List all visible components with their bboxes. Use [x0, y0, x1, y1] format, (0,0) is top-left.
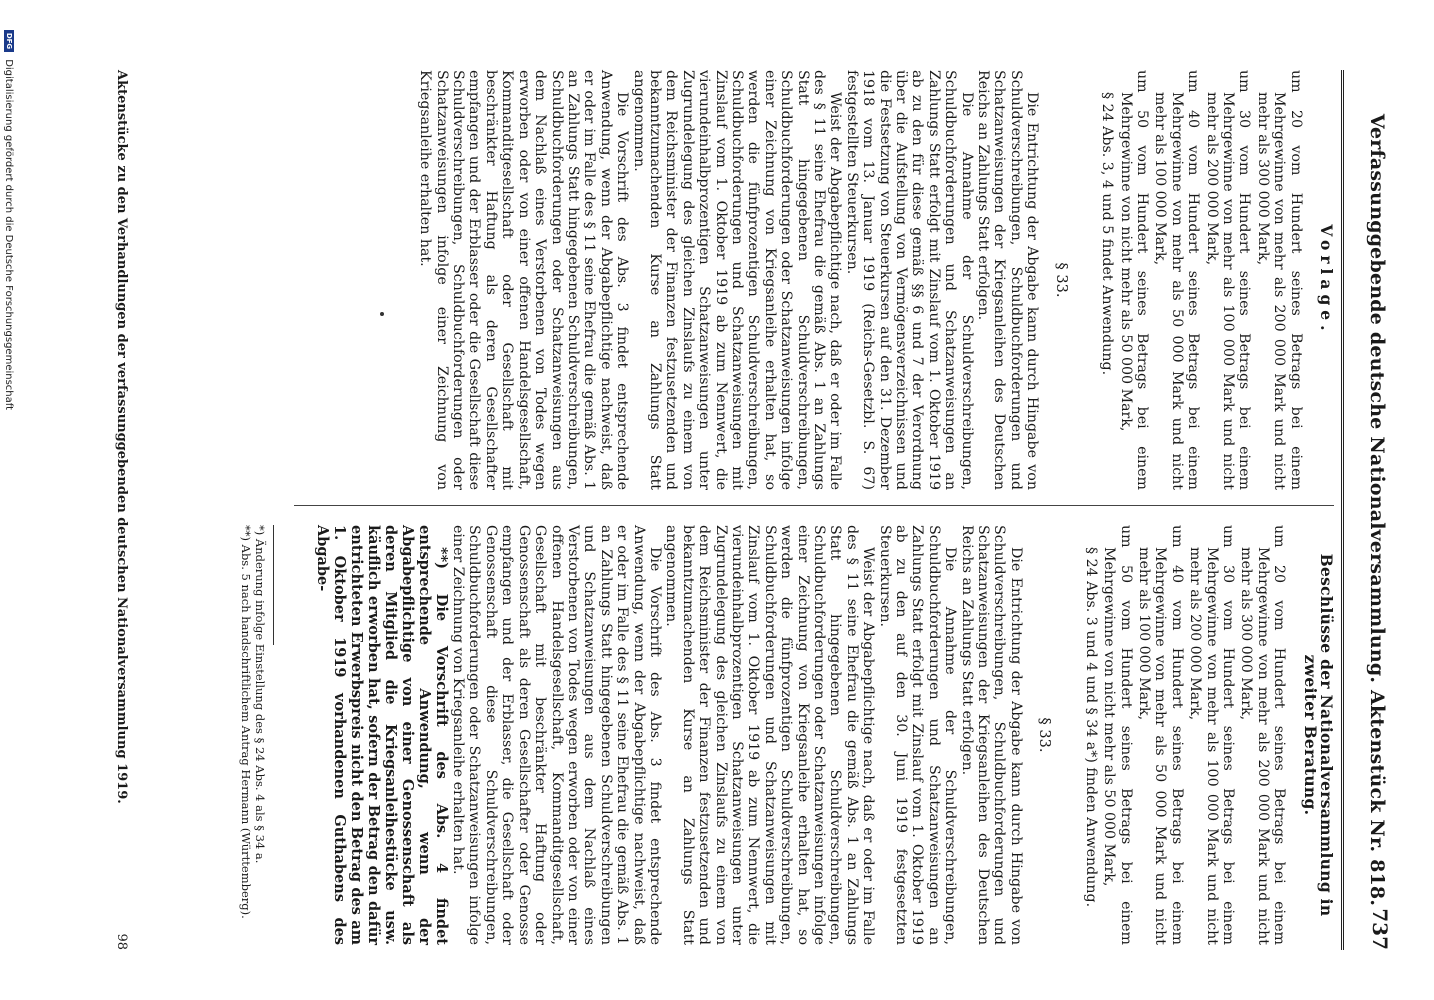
right-paragraph: Die Entrichtung der Abgabe kann durch Hingabe von Schuldverschreibungen, Schuldbuchforderungen und Schatzanweisungen der Kriegsanleihen des Deutschen Reichs an Zahlungs Statt erfolgen.: [958, 525, 1024, 945]
left-item: um 40 vom Hundert seines Betrags bei einem Mehrgewinne von mehr als 50 000 Mark und nicht mehr als 100 000 Mark,: [1152, 70, 1202, 490]
footnote: *) Änderung infolge Einstellung des § 24 Abs. 4 als § 34 a.: [253, 525, 267, 864]
left-column-vorlage: [407, 70, 1334, 490]
footer-text: Aktenstücke zu den Verhandlungen der verfassunggebenden deutschen Nationalversammlung 1919.: [114, 70, 129, 804]
right-paragraph: Die Annahme der Schuldverschreibungen, Schuldbuchforderungen und Schatzanweisungen an Zahlungs Statt erfolgt mit Zinslauf vom 1. Oktober 1919 ab zu den auf den 30. Juni 1919 festgesetzten Steuerkursen.: [876, 525, 959, 945]
left-rule-text: § 24 Abs. 3, 4 und 5 findet Anwendung.: [1099, 92, 1116, 376]
left-paragraph: Weist der Abgabepflichtige nach, daß er oder im Falle des § 11 seine Ehefrau die gemäß Abs. 1 an Zahlungs Statt hingegebenen Schuldverschreibungen, Schuldbuchforderungen oder Schatzanweisungen infolge einer Zeichnung von Kriegsanleihe erhalten hat, so werden die fünfprozentigen Schuldverschreibungen, Schuldbuchforderungen und Schatzanweisungen mit Zinslauf vom 1. Oktober 1919 ab zum Nennwert, die vierundeinhalbprozentigen Schatzanweisungen unter Zugrundelegung des gleichen Zinslaufs zu einem von dem Reichsminister der Finanzen festzusetzenden und bekanntzumachenden Kurse an Zahlungs Statt angenommen.: [630, 70, 844, 490]
scan-speck: [380, 312, 384, 316]
right-item: um 30 vom Hundert seines Betrags bei einem Mehrgewinne von mehr als 100 000 Mark und nicht mehr als 200 000 Mark,: [1187, 525, 1236, 945]
footer-page-number: 98: [114, 933, 129, 950]
page-title: Verfassunggebende deutsche Nationalversammlung. Aktenstück Nr. 818.: [1366, 113, 1388, 907]
right-column-beschluesse: [314, 525, 1334, 945]
left-item: um 20 vom Hundert seines Betrags bei einem Mehrgewinne von mehr als 200 000 Mark und nicht mehr als 300 000 Mark,: [1254, 70, 1304, 490]
footnote: **) Abs. 5 nach handschriftlichem Antrag Hermann (Württemberg).: [239, 525, 253, 919]
right-bold-paragraph: **) Die Vorschrift des Abs. 4 findet entsprechende Anwendung, wenn der Abgabepflichtige von einer Genossenschaft als deren Mitglied die Kriegsanleihestücke usw. käuflich erworben hat, sofern der Betrag den dafür entrichteten Erwerbspreis nicht den Betrag des am 1. Oktober 1919 vorhandenen Guthabens des Abgabe-: [313, 525, 450, 945]
right-item: um 40 vom Hundert seines Betrags bei einem Mehrgewinne von mehr als 50 000 Mark und nicht mehr als 100 000 Mark,: [1135, 525, 1185, 945]
left-section-heading: § 33.: [1052, 262, 1069, 298]
page-number: 737: [1368, 908, 1392, 950]
column-divider: [294, 505, 1334, 506]
right-rule-text: § 24 Abs. 3 und 4 und § 34 a*) finden Anwendung.: [1082, 547, 1099, 908]
right-item: um 50 vom Hundert seines Betrags bei einem Mehrgewinne von nicht mehr als 50 000 Mark,: [1101, 525, 1134, 945]
page-header: [1341, 70, 1394, 950]
left-item: um 30 vom Hundert seines Betrags bei einem Mehrgewinne von mehr als 100 000 Mark und nicht mehr als 200 000 Mark,: [1203, 70, 1253, 490]
right-item: um 20 vom Hundert seines Betrags bei einem Mehrgewinne von mehr als 200 000 Mark und nicht mehr als 300 000 Mark,: [1238, 525, 1288, 945]
left-paragraph: Die Annahme der Schuldverschreibungen, Schuldbuchforderungen und Schatzanweisungen an Zahlungs Statt erfolgt mit Zinslauf vom 1. Oktober 1919 ab zu den für diese gemäß §§ 6 und 7 der Verordnung über die Aufstellung von Vermögensverzeichnissen und die Festsetzung von Steuerkursen auf den 31. Dezember 1918 vom 13. Januar 1919 (Reichs-Gesetzbl. S. 67) festgestellten Steuerkursen.: [843, 70, 975, 490]
left-paragraph: Die Entrichtung der Abgabe kann durch Hingabe von Schuldverschreibungen, Schuldbuchforderungen und Schatzanweisungen der Kriegsanleihen des Deutschen Reichs an Zahlungs Statt erfolgen.: [975, 70, 1041, 490]
right-paragraph: Die Vorschrift des Abs. 3 findet entsprechende Anwendung, wenn der Abgabepflichtige nachweist, daß er oder im Falle des § 11 seine Ehefrau die gemäß Abs. 1 an Zahlungs Statt hingegebenen Schuldverschreibungen und Schatzanweisungen aus dem Nachlaß eines Verstorbenen von Todes wegen erworben oder von einer offenen Handelsgesellschaft, Kommanditgesellschaft, Gesellschaft mit beschränkter Haftung oder Genossenschaft als deren Gesellschafter oder Genosse empfangen und der Erblasser, die Gesellschaft oder Genossenschaft diese Schuldverschreibungen, Schuldbuchforderungen oder Schatzanweisungen infolge einer Zeichnung von Kriegsanleihe erhalten hat.: [450, 525, 663, 945]
left-item: um 50 vom Hundert seines Betrags bei einem Mehrgewinne von nicht mehr als 50 000 Mark,: [1117, 70, 1150, 490]
credit-text: Digitalisierung gefördert durch die Deutsche Forschungsgemeinschaft: [3, 59, 14, 411]
page-footer: [114, 70, 129, 950]
digitization-credit: [3, 30, 14, 410]
left-column-heading: Vorlage.: [1317, 224, 1336, 336]
right-column-heading: Beschlüsse der Nationalversammlung in zweiter Beratung.: [1300, 553, 1336, 917]
dfg-logo-icon: DFG: [4, 30, 14, 52]
right-section-heading: § 33.: [1036, 717, 1053, 753]
footnotes: [239, 525, 274, 945]
left-paragraph: Die Vorschrift des Abs. 3 findet entsprechende Anwendung, wenn der Abgabepflichtige nachweist, daß er oder im Falle des § 11 seine Ehefrau die gemäß Abs. 1 an Zahlungs Statt hingegebenen Schuldverschreibungen, Schuldbuchforderungen oder Schatzanweisungen aus dem Nachlaß eines Verstorbenen von Todes wegen erworben oder von einer offenen Handelsgesellschaft, Kommanditgesellschaft oder Gesellschaft mit beschränkter Haftung als deren Gesellschafter empfangen und der Erblasser oder die Gesellschaft diese Schuldverschreibungen, Schuldbuchforderungen oder Schatzanweisungen infolge einer Zeichnung von Kriegsanleihe erhalten hat.: [417, 70, 631, 490]
footnote-rule: [273, 525, 274, 645]
right-paragraph: Weist der Abgabepflichtige nach, daß er oder im Falle des § 11 seine Ehefrau die gemäß Abs. 1 an Zahlungs Statt hingegebenen Schuldverschreibungen, Schuldbuchforderungen oder Schatzanweisungen infolge einer Zeichnung von Kriegsanleihe erhalten hat, so werden die fünfprozentigen Schuldverschreibungen, Schuldbuchforderungen und Schatzanweisungen mit Zinslauf vom 1. Oktober 1919 ab zum Nennwert, die vierundeinhalbprozentigen Schatzanweisungen unter Zugrundelegung des gleichen Zinslaufs zu einem von dem Reichsminister der Finanzen festzusetzenden und bekanntzumachenden Kurse an Zahlungs Statt angenommen.: [663, 525, 877, 945]
